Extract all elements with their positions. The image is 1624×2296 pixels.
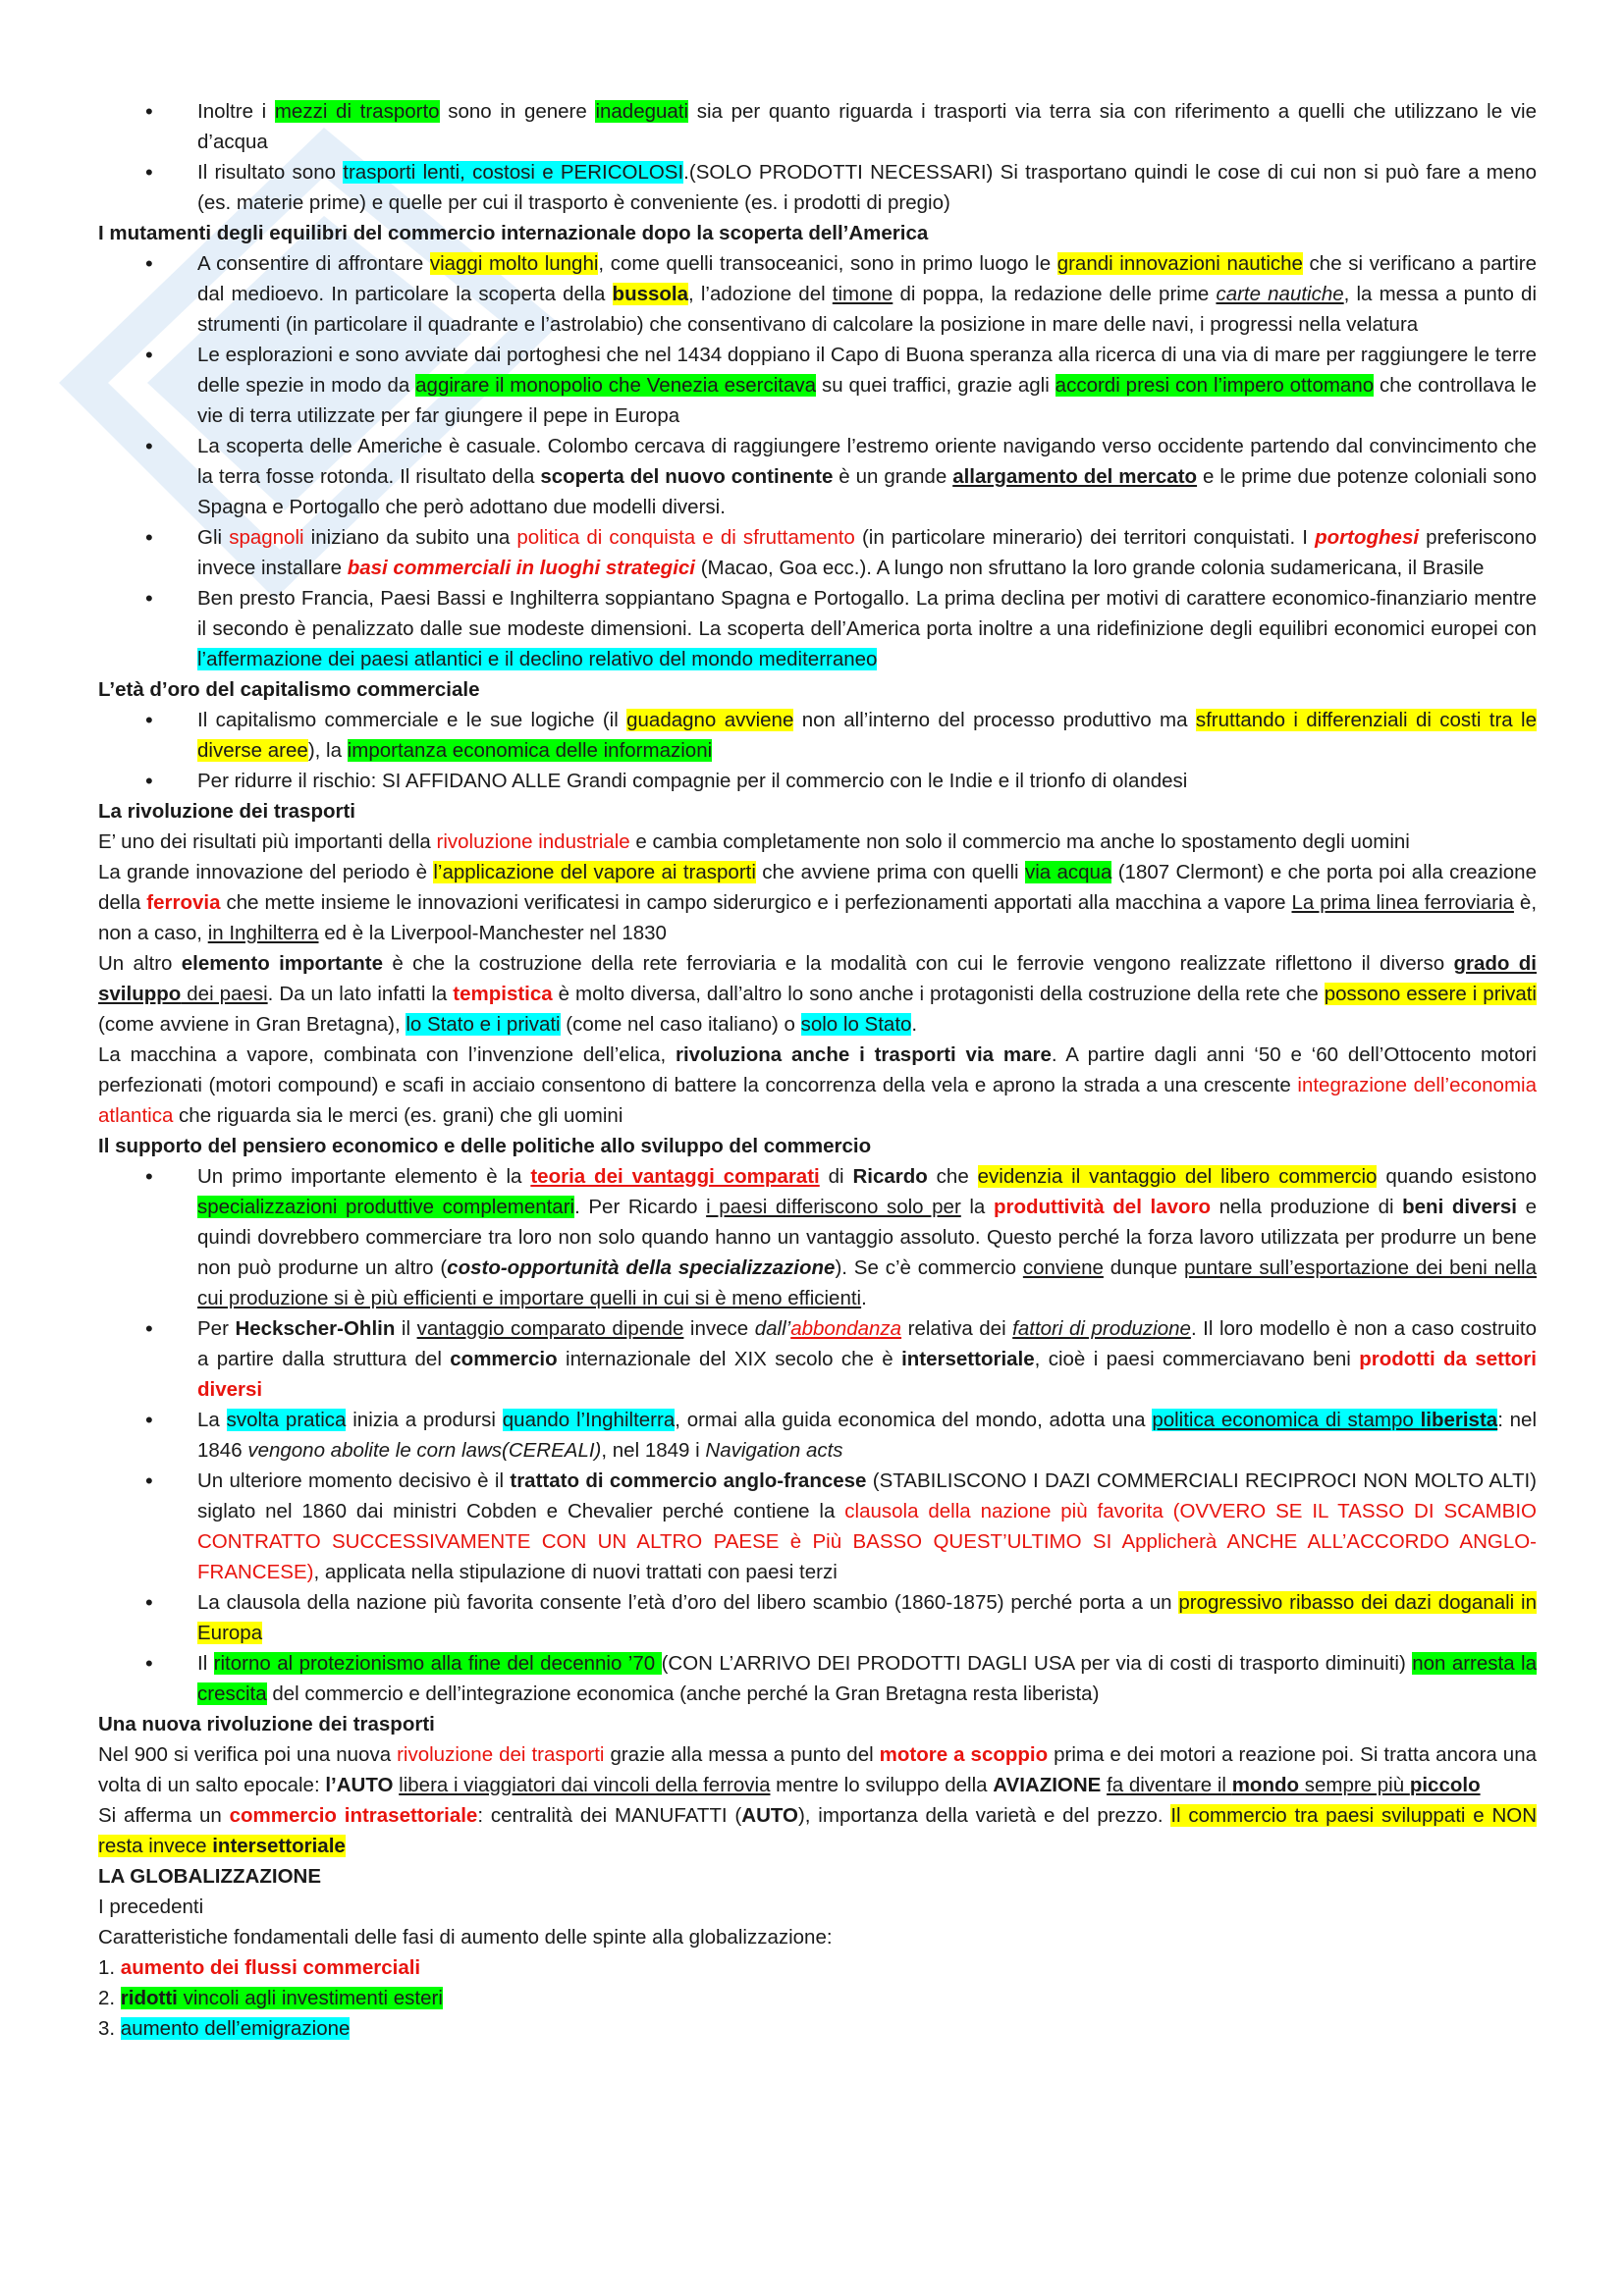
text-run: iniziano da subito una (303, 526, 517, 549)
text-run: L’età d’oro del capitalismo commerciale (98, 678, 480, 701)
text-run: Gli (197, 526, 230, 549)
text-run: (CON L’ARRIVO DEI PRODOTTI DAGLI USA per via di costi di trasporto diminuiti) (661, 1652, 1413, 1675)
text-run: rivoluzione dei trasporti (397, 1743, 605, 1766)
text-run: (in particolare minerario) dei territori conquistati. I (854, 526, 1316, 549)
bullet-item (98, 1648, 1537, 1709)
text-run: teoria dei vantaggi comparati (530, 1165, 820, 1188)
section-heading (98, 218, 1537, 248)
text-run: prodotti da settori diversi (197, 1348, 1537, 1401)
text-run: timone (832, 283, 893, 305)
text-run: grazie alla messa a punto del (604, 1743, 880, 1766)
text-run: . (911, 1013, 918, 1036)
bullet-item (98, 340, 1537, 431)
text-run: grandi innovazioni nautiche (1056, 252, 1303, 275)
text-run: Un altro (98, 952, 182, 975)
text-run: invece (683, 1317, 755, 1340)
text-run: La macchina a vapore, combinata con l’invenzione dell’elica, (98, 1043, 676, 1066)
text-run: che mette insieme le innovazioni verificatesi in campo siderurgico e i perfezionamenti apportati alla macchina a vapore (220, 891, 1292, 914)
bullet-item (98, 1313, 1537, 1405)
text-run: ed è la Liverpool-Manchester nel 1830 (318, 922, 667, 944)
text-run: non arresta la crescita (197, 1652, 1537, 1705)
bullet-item (98, 583, 1537, 674)
text-run: tempistica (453, 983, 553, 1005)
text-run: , la messa a punto di strumenti (in particolare il quadrante e l’astrolabio) che consentivano di calcolare la posizione in mare delle navi, i progressi nella velatura (197, 283, 1538, 336)
text-run: (come avviene in Gran Bretagna), (98, 1013, 406, 1036)
text-run: preferiscono invece installare (197, 526, 1537, 579)
text-run: aumento dell’emigrazione (120, 2017, 351, 2040)
text-run: sempre più (1299, 1774, 1410, 1796)
text-run: e le prime due potenze coloniali sono Spagna e Portogallo che però adottano due modelli diversi. (197, 465, 1537, 518)
section-heading (98, 674, 1537, 705)
text-run: elemento importante (181, 952, 384, 975)
paragraph (98, 1040, 1537, 1131)
text-run: non all’interno del processo produttivo ma (793, 709, 1196, 731)
text-run: ferrovia (146, 891, 221, 914)
text-run: dei paesi (181, 983, 268, 1005)
document-body (98, 96, 1537, 2044)
text-run: che controllava le vie di terra utilizzate per far giungere il pepe in Europa (197, 374, 1537, 427)
text-run: quando esistono (1377, 1165, 1537, 1188)
bullet-item (98, 96, 1537, 157)
text-run: su quei traffici, grazie agli (816, 374, 1056, 397)
text-run: Ben presto Francia, Paesi Bassi e Inghilterra soppiantano Spagna e Portogallo. La prima declina per motivi di carattere economico-finanziario mentre il secondo è penalizzato dalle sue modeste dimensioni. La scoperta dell’America porta inoltre a una ridefinizione degli equilibri economici europei con (197, 587, 1537, 640)
text-run: Il risultato sono (197, 161, 344, 184)
text-run: . A partire dagli anni ‘50 e ‘60 dell’Ottocento motori perfezionati (motori compound) e scafi in acciaio consentono di battere la concorrenza della vela e aprono la strada a una crescente (98, 1043, 1537, 1096)
text-run: , applicata nella stipulazione di nuovi trattati con paesi terzi (313, 1561, 838, 1583)
paragraph (98, 1800, 1537, 1861)
text-run: di (819, 1165, 853, 1188)
text-run: Si afferma un (98, 1804, 230, 1827)
text-run: intersettoriale (212, 1835, 346, 1857)
text-run: politica economica di stampo (1152, 1409, 1421, 1431)
text-run: , nel 1849 i (601, 1439, 706, 1462)
text-run: solo lo Stato (800, 1013, 912, 1036)
text-run: Un ulteriore momento decisivo è il (197, 1469, 511, 1492)
text-run: evidenzia il vantaggio del libero commercio (977, 1165, 1378, 1188)
text-run: che si verificano a partire dal medioevo. In particolare la scoperta della (197, 252, 1538, 305)
text-run: aumento dei flussi commerciali (120, 1956, 421, 1979)
bullet-item (98, 431, 1537, 522)
text-run: dunque (1103, 1256, 1184, 1279)
text-run: bussola (612, 283, 689, 305)
text-run: che riguarda sia le merci (es. grani) che gli uomini (173, 1104, 623, 1127)
text-run: guadagno avviene (626, 709, 794, 731)
text-run: La prima linea ferroviaria (1291, 891, 1514, 914)
text-run: Inoltre i (197, 100, 275, 123)
numbered-item (98, 2013, 1537, 2044)
text-run: Per (197, 1317, 236, 1340)
paragraph (98, 857, 1537, 948)
bullet-item (98, 766, 1537, 796)
text-run: 3. (98, 2017, 121, 2040)
text-run: ). Se c’è commercio (835, 1256, 1023, 1279)
bullet-item (98, 1161, 1537, 1313)
text-run: Il capitalismo commerciale e le sue logiche (il (197, 709, 627, 731)
text-run: lo Stato e i privati (406, 1013, 561, 1036)
text-run: 1. (98, 1956, 121, 1979)
text-run: vantaggio comparato dipende (416, 1317, 684, 1340)
text-run: ), la (307, 739, 348, 762)
text-run: fa diventare il (1107, 1774, 1232, 1796)
text-run: La scoperta delle Americhe è casuale. Colombo cercava di raggiungere l’estremo oriente navigando verso occidente partendo dal convincimento che la terra fosse rotonda. Il risultato della (197, 435, 1537, 488)
text-run: scoperta del nuovo continente (540, 465, 834, 488)
text-run: : nel 1846 (197, 1409, 1538, 1462)
text-run: sfruttando i differenziali di costi tra le diverse aree (197, 709, 1537, 762)
section-heading (98, 1861, 1537, 1892)
text-run: costo-opportunità della specializzazione (447, 1256, 836, 1279)
paragraph (98, 1739, 1537, 1800)
text-run: (1807 Clermont) e che porta poi alla creazione della (98, 861, 1537, 914)
text-run: basi commerciali in luoghi strategici (347, 557, 695, 579)
bullet-item (98, 248, 1537, 340)
text-run: via acqua (1024, 861, 1112, 883)
text-run: . (861, 1287, 867, 1309)
text-run: Il (197, 1652, 214, 1675)
text-run: .(SOLO PRODOTTI NECESSARI) Si trasportano quindi le cose di cui non si può fare a meno (es. materie prime) e quelle per cui il trasporto è conveniente (es. i prodotti di pregio) (197, 161, 1538, 214)
text-run: intersettoriale (901, 1348, 1035, 1370)
text-run: La (197, 1409, 227, 1431)
text-run: e cambia completamente non solo il commercio ma anche lo spostamento degli uomini (629, 830, 1410, 853)
text-run: aggirare il monopolio che Venezia esercitava (415, 374, 817, 397)
text-run: è che la costruzione della rete ferroviaria e (383, 952, 806, 975)
text-run: Per ridurre il rischio: SI AFFIDANO ALLE Grandi compagnie per il commercio con le Indie e il trionfo di olandesi (197, 770, 1188, 792)
text-run: , ormai alla guida economica del mondo, adotta una (675, 1409, 1153, 1431)
text-run: La rivoluzione dei trasporti (98, 800, 355, 823)
text-run: puntare sull’esportazione dei beni nella cui produzione si è più efficienti e importare quelli in cui si è meno efficienti (197, 1256, 1538, 1309)
text-run: sia per quanto riguarda i trasporti via terra sia con riferimento a quelli che utilizzano le vie d’acqua (197, 100, 1537, 153)
text-run: svolta pratica (226, 1409, 347, 1431)
bullet-item (98, 157, 1537, 218)
text-run: politica di conquista e di sfruttamento (516, 526, 855, 549)
text-run: La grande innovazione del periodo è (98, 861, 434, 883)
text-run: AUTO (741, 1804, 798, 1827)
section-heading (98, 1131, 1537, 1161)
text-run: integrazione dell’economia atlantica (98, 1074, 1537, 1127)
text-run: abbondanza (790, 1317, 902, 1340)
text-run: trasporti lenti, costosi e PERICOLOSI (343, 161, 684, 184)
numbered-item (98, 1983, 1537, 2013)
text-run: conviene (1022, 1256, 1104, 1279)
text-run: Il supporto del pensiero economico e delle politiche allo sviluppo del commercio (98, 1135, 872, 1157)
text-run: libera i viaggiatori dai vincoli della ferrovia (399, 1774, 771, 1796)
text-run: e quindi dovrebbero commerciare tra loro non solo quando hanno un vantaggio assoluto. Questo perché la forza lavoro utilizzata per produrre un bene non può produrne un altro ( (197, 1196, 1537, 1279)
text-run: mentre lo sviluppo della (770, 1774, 994, 1796)
text-run: LA GLOBALIZZAZIONE (98, 1865, 321, 1888)
text-run: Ricardo (852, 1165, 928, 1188)
text-run: I precedenti (98, 1896, 204, 1918)
text-run: clausola della nazione più favorita (OVVERO SE IL TASSO DI SCAMBIO CONTRATTO SUCCESSIVAMENTE CON UN ALTRO PAESE è Più BASSO QUEST’ULTIMO SI Applicherà ANCHE ALL’ACCORDO ANGLO-FRANCESE) (197, 1500, 1537, 1583)
text-run: : centralità dei MANUFATTI ( (477, 1804, 742, 1827)
text-run: sono in genere (439, 100, 596, 123)
text-run: (come nel caso italiano) o (560, 1013, 801, 1036)
section-heading (98, 1709, 1537, 1739)
bullet-item (98, 522, 1537, 583)
text-run: che avviene prima con quelli (755, 861, 1025, 883)
text-run: , come quelli transoceanici, sono in primo luogo le (598, 252, 1057, 275)
text-run: nella produzione di (1218, 1196, 1403, 1218)
text-run: allargamento del mercato (952, 465, 1198, 488)
text-run: accordi presi con l’impero ottomano (1055, 374, 1375, 397)
text-run: che (927, 1165, 978, 1188)
bullet-item (98, 705, 1537, 766)
text-run: ridotti (120, 1987, 178, 2009)
text-run: del commercio e dell’integrazione economica (anche perché la Gran Bretagna resta liberista) (266, 1682, 1100, 1705)
text-run: importanza economica delle informazioni (347, 739, 713, 762)
text-run: ritorno al protezionismo alla fine del decennio ’70 (213, 1652, 662, 1675)
numbered-item (98, 1952, 1537, 1983)
text-run: inizia a prodursi (346, 1409, 503, 1431)
text-run: il (395, 1317, 417, 1340)
text-run: quando l’Inghilterra (502, 1409, 676, 1431)
text-run: Nel 900 si verifica poi una nuova (98, 1743, 398, 1766)
text-run: (Macao, Goa ecc.). A lungo non sfruttano la loro grande colonia sudamericana, il Brasile (695, 557, 1485, 579)
text-run: vengono abolite le corn laws(CEREALI) (247, 1439, 602, 1462)
text-run: l’applicazione del vapore ai trasporti (433, 861, 756, 883)
text-run: . Il loro modello è non a caso costruito a partire dalla struttura del (197, 1317, 1537, 1370)
bullet-item (98, 1587, 1537, 1648)
text-run: Caratteristiche fondamentali delle fasi di aumento delle spinte alla globalizzazione: (98, 1926, 833, 1949)
paragraph (98, 948, 1537, 1040)
text-run: relativa dei (901, 1317, 1013, 1340)
text-run: (STABILISCONO I DAZI COMMERCIALI RECIPROCI NON MOLTO ALTI) siglato nel 1860 dai ministri Cobden e Chevalier perché contiene la (197, 1469, 1537, 1522)
text-run: Il commercio tra paesi sviluppati e NON resta invece (98, 1804, 1538, 1857)
text-run: commercio (450, 1348, 558, 1370)
text-run: la modalità con cui le ferrovie vengono realizzate riflettono il diverso (805, 952, 1454, 975)
text-run: rivoluzione industriale (436, 830, 630, 853)
paragraph (98, 1892, 1537, 1922)
text-run: spagnoli (229, 526, 304, 549)
text-run: grado di sviluppo (98, 952, 1537, 1005)
text-run: di poppa, la redazione delle prime (893, 283, 1217, 305)
text-run: . Da un lato infatti la (267, 983, 454, 1005)
text-run: . Per Ricardo (574, 1196, 707, 1218)
text-run: liberista (1420, 1409, 1498, 1431)
text-run: trattato di commercio anglo-francese (510, 1469, 867, 1492)
text-run: è, non a caso, (98, 891, 1538, 944)
text-run: La clausola della nazione più favorita consente l’età d’oro del libero scambio (1860-1875) perché porta a un (197, 1591, 1179, 1614)
text-run: progressivo ribasso dei dazi doganali in Europa (197, 1591, 1537, 1644)
paragraph (98, 827, 1537, 857)
text-run: Un primo importante elemento è la (197, 1165, 531, 1188)
paragraph (98, 1922, 1537, 1952)
text-run: in Inghilterra (207, 922, 319, 944)
text-run: dall’ (754, 1317, 791, 1340)
text-run: motore a scoppio (879, 1743, 1049, 1766)
text-run: fattori di produzione (1012, 1317, 1191, 1340)
text-run: la (960, 1196, 994, 1218)
text-run: commercio intrasettoriale (229, 1804, 478, 1827)
text-run: beni diversi (1402, 1196, 1517, 1218)
text-run: portoghesi (1315, 526, 1420, 549)
text-run: rivoluziona anche i trasporti via mare (675, 1043, 1052, 1066)
text-run: Navigation acts (705, 1439, 843, 1462)
text-run: l’affermazione dei paesi atlantici e il declino relativo del mondo mediterraneo (197, 648, 878, 670)
text-run: vincoli agli investimenti esteri (177, 1987, 443, 2009)
bullet-item (98, 1405, 1537, 1466)
text-run: possono essere i privati (1324, 983, 1537, 1005)
text-run: mondo (1231, 1774, 1300, 1796)
text-run: ), importanza della varietà e del prezzo. (797, 1804, 1171, 1827)
text-run: internazionale del XIX secolo che è (557, 1348, 902, 1370)
text-run: , cioè i paesi commerciavano beni (1034, 1348, 1360, 1370)
text-run: Una nuova rivoluzione dei trasporti (98, 1713, 435, 1735)
text-run: prima e dei motori a reazione poi. Si tratta ancora una volta di un salto epocale: (98, 1743, 1537, 1796)
text-run: i paesi differiscono solo per (706, 1196, 961, 1218)
text-run: carte nautiche (1216, 283, 1344, 305)
text-run: è un grande (833, 465, 953, 488)
text-run: I mutamenti degli equilibri del commercio internazionale dopo la scoperta dell’America (98, 222, 929, 244)
text-run: mezzi di trasporto (274, 100, 440, 123)
text-run: inadeguati (595, 100, 689, 123)
text-run: E’ uno dei risultati più importanti della (98, 830, 437, 853)
section-heading (98, 796, 1537, 827)
bullet-item (98, 1466, 1537, 1587)
text-run: A consentire di affrontare (197, 252, 430, 275)
text-run: Le esplorazioni e sono avviate dai portoghesi che nel 1434 doppiano il Capo di Buona speranza alla ricerca di una via di mare per raggiungere le terre delle spezie in modo da (197, 344, 1537, 397)
text-run: piccolo (1409, 1774, 1481, 1796)
text-run: , l’adozione del (688, 283, 833, 305)
text-run (1211, 1196, 1219, 1218)
text-run: è molto diversa, dall’altro lo sono anche i protagonisti della costruzione della rete che (552, 983, 1325, 1005)
text-run: AVIAZIONE (993, 1774, 1102, 1796)
text-run: 2. (98, 1987, 121, 2009)
text-run: specializzazioni produttive complementari (197, 1196, 575, 1218)
text-run: produttività del lavoro (993, 1196, 1212, 1218)
text-run: l’AUTO (325, 1774, 394, 1796)
text-run: viaggi molto lunghi (429, 252, 599, 275)
text-run: Heckscher-Ohlin (235, 1317, 396, 1340)
